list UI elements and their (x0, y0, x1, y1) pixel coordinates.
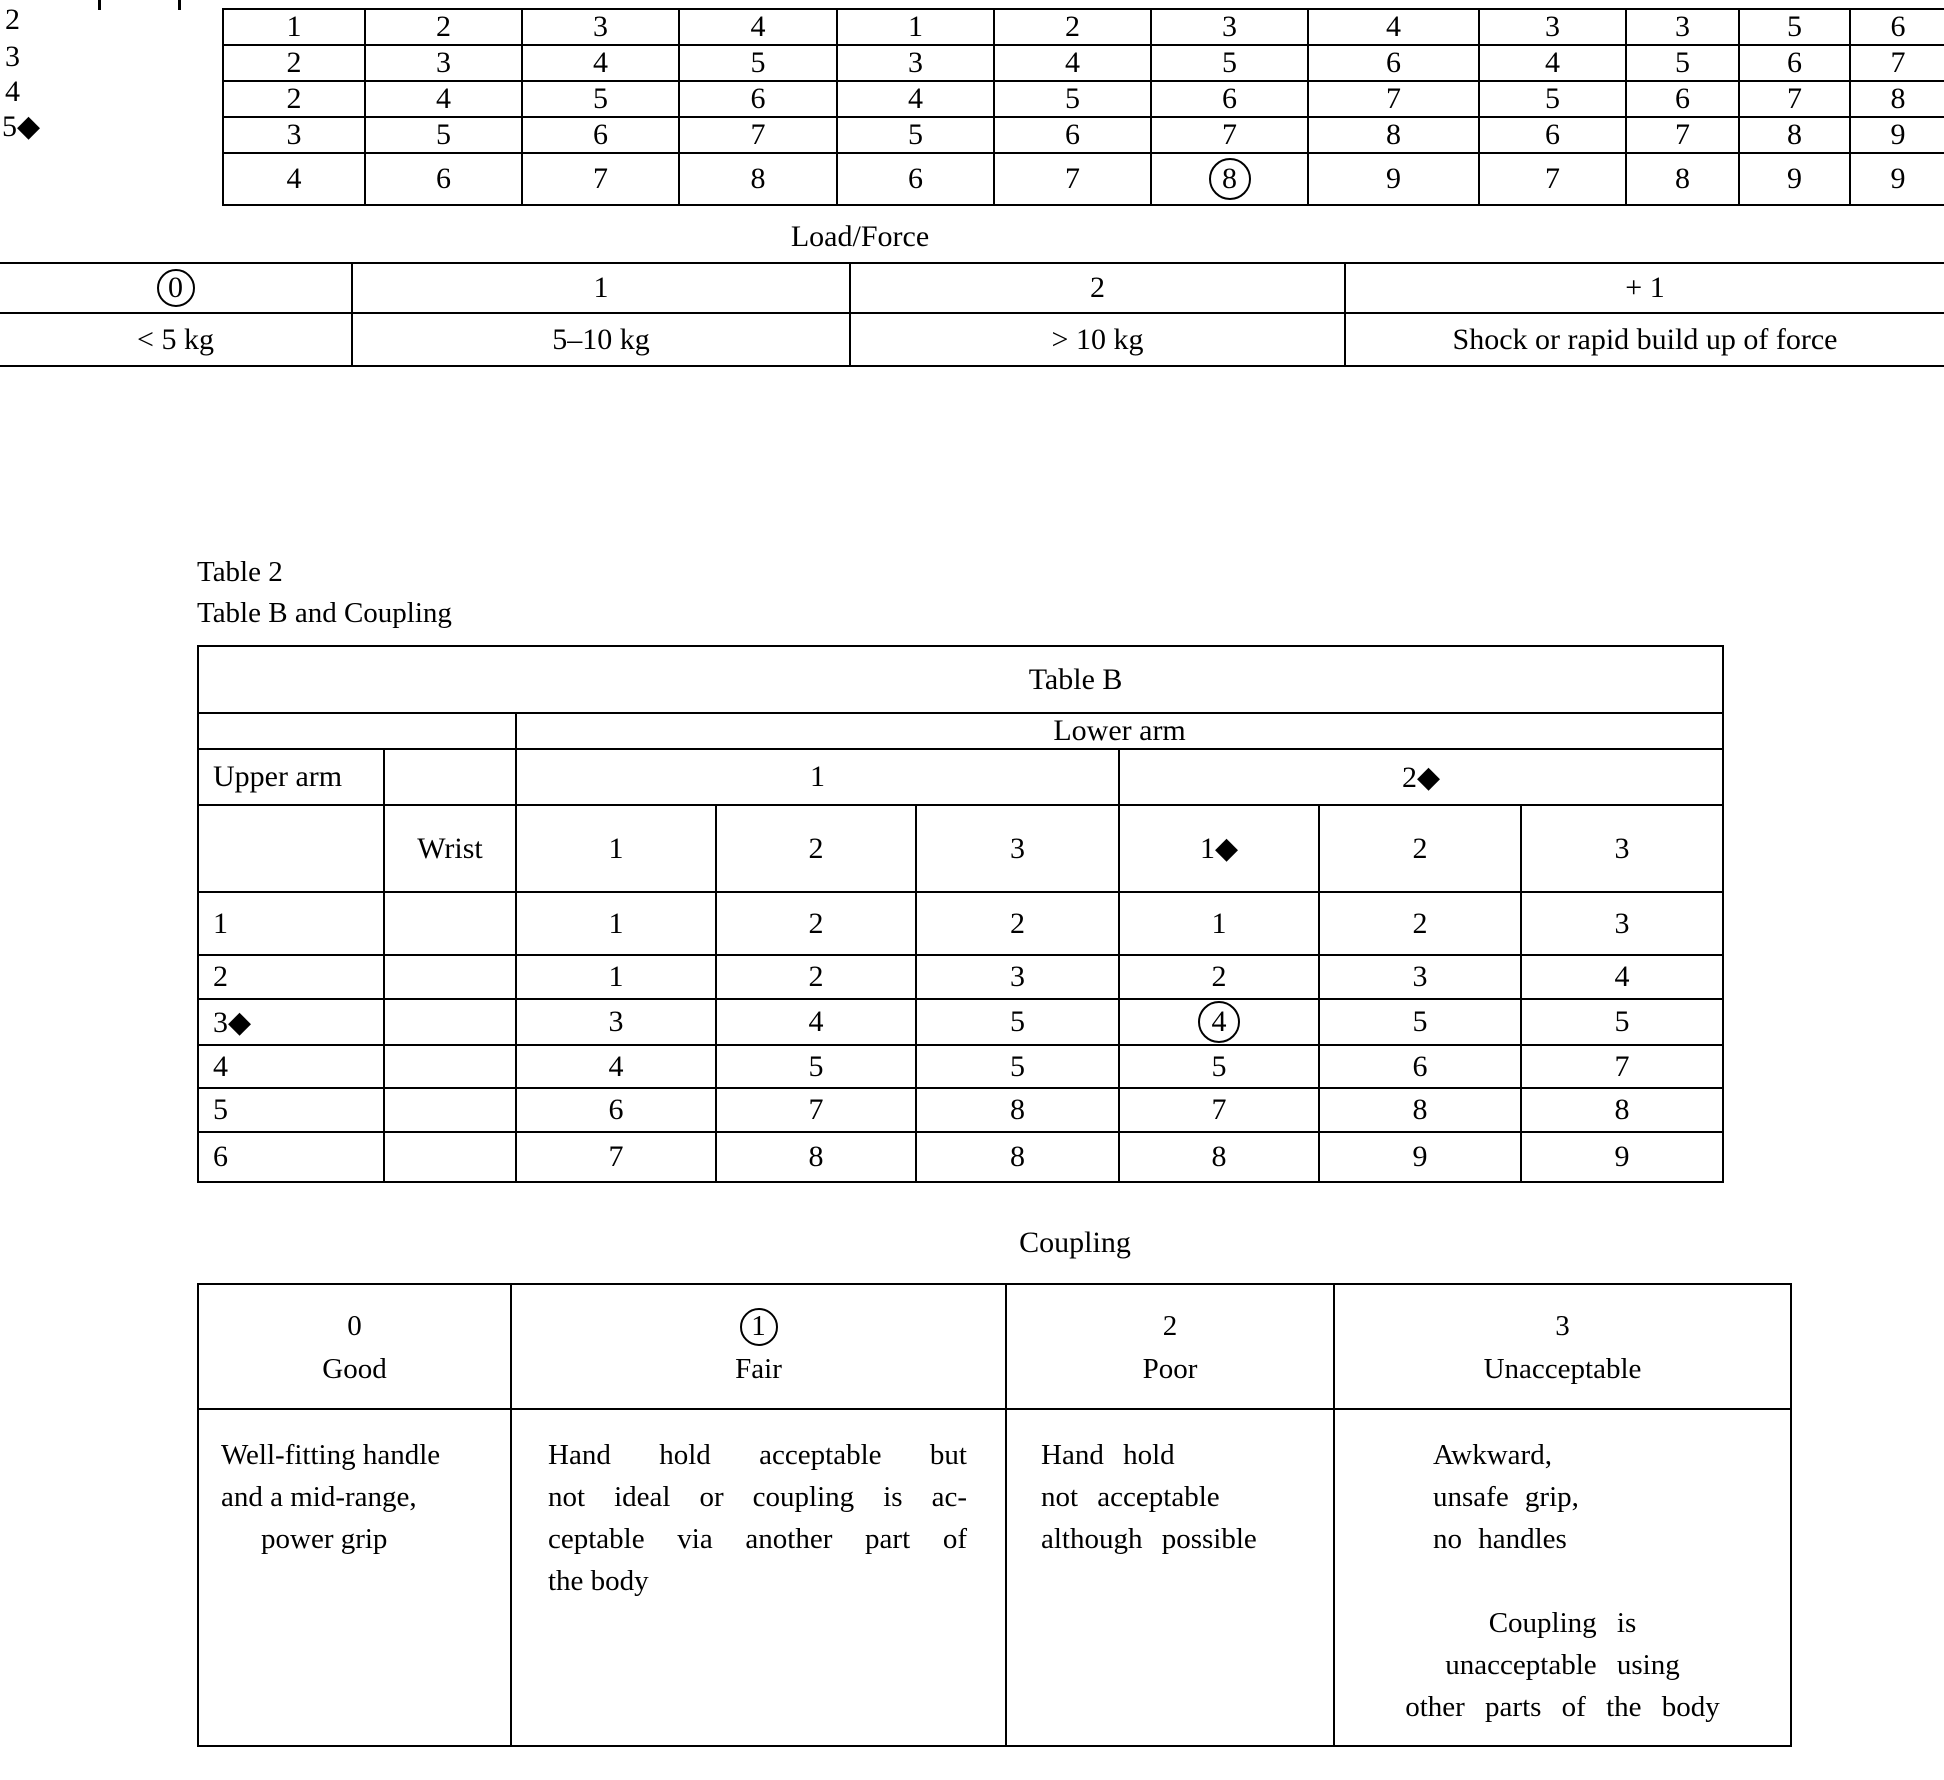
grid-value-cell: 9 (1850, 117, 1944, 153)
coupling-description-poor (1006, 1409, 1334, 1746)
grid-value-cell: 7 (716, 1088, 916, 1132)
cropped-border-fragment (178, 0, 181, 10)
grid-value-cell: 8 (716, 1132, 916, 1182)
grid-value-cell: 6 (1151, 81, 1308, 117)
grid-value-cell: 2 (365, 9, 522, 45)
grid-value-cell: 6 (1319, 1045, 1521, 1088)
grid-value-cell: 1 (516, 955, 716, 999)
empty-cell (198, 713, 516, 749)
grid-value-cell: 9 (1850, 153, 1944, 205)
text-line: not ideal or coupling is ac- (548, 1481, 967, 1513)
circled-value: 0 (157, 269, 195, 307)
wrist-col-cell: 2 (1319, 805, 1521, 892)
grid-value-cell: 6 (679, 81, 837, 117)
grid-value-cell: 5 (1739, 9, 1850, 45)
load-force-value-cell: Shock or rapid build up of force (1345, 313, 1944, 366)
grid-value-cell: 2 (1319, 892, 1521, 955)
text-line: Awkward, (1433, 1439, 1552, 1471)
text-line: unsafe grip, (1433, 1481, 1579, 1513)
grid-value-cell: 5 (837, 117, 994, 153)
coupling-header-fair (511, 1284, 1006, 1409)
grid-value-cell: 3 (223, 117, 365, 153)
wrist-col-cell: 1◆ (1119, 805, 1319, 892)
coupling-title: Coupling (1019, 1226, 1131, 1259)
table-b-title-cell: Table B (198, 646, 1723, 713)
grid-value-cell: 1 (223, 9, 365, 45)
grid-value-cell: 5 (1151, 45, 1308, 81)
circled-value: 1 (740, 1308, 778, 1346)
grid-value-cell: 6 (522, 117, 679, 153)
text-line: other parts of the body (1405, 1691, 1720, 1723)
grid-value-cell: 6 (994, 117, 1151, 153)
empty-cell (384, 1088, 516, 1132)
grid-value-cell: 2 (916, 892, 1119, 955)
text-line: the body (548, 1565, 649, 1597)
grid-value-cell: 7 (1119, 1088, 1319, 1132)
grid-value-cell: 8 (1119, 1132, 1319, 1182)
grid-value-cell: 6 (365, 153, 522, 205)
text-line: Well-fitting handle (221, 1439, 441, 1471)
grid-value-cell: 7 (1151, 117, 1308, 153)
grid-value-cell: 3 (522, 9, 679, 45)
grid-value-cell: 3 (365, 45, 522, 81)
coupling-score-label: Good (322, 1353, 387, 1385)
grid-value-cell: 8 (1319, 1088, 1521, 1132)
load-force-header-cell (0, 263, 352, 313)
grid-value-cell: 5 (522, 81, 679, 117)
empty-cell (384, 892, 516, 955)
grid-value-cell: 4 (365, 81, 522, 117)
grid-value-cell: 8 (916, 1132, 1119, 1182)
load-force-value-cell: > 10 kg (850, 313, 1345, 366)
grid-value-cell: 4 (516, 1045, 716, 1088)
upper-arm-row-label: 2 (198, 955, 384, 999)
grid-value-cell: 7 (522, 153, 679, 205)
coupling-description-fair (511, 1409, 1006, 1746)
grid-value-cell: 5 (679, 45, 837, 81)
empty-cell (384, 749, 516, 805)
grid-value-cell: 3 (1521, 892, 1723, 955)
coupling-score-label: Poor (1142, 1353, 1198, 1385)
table-a-row-label: 2 (5, 3, 20, 36)
table-a-grid (222, 8, 1944, 206)
grid-value-cell: 1 (837, 9, 994, 45)
empty-cell (384, 1045, 516, 1088)
upper-arm-row-label: 5 (198, 1088, 384, 1132)
coupling-table (197, 1283, 1792, 1747)
grid-value-cell: 4 (1308, 9, 1479, 45)
text-line: ceptable via another part of (548, 1523, 967, 1555)
grid-value-cell: 9 (1739, 153, 1850, 205)
grid-value-cell: 5 (1119, 1045, 1319, 1088)
upper-arm-row-label: 1 (198, 892, 384, 955)
grid-value-cell: 3 (837, 45, 994, 81)
circled-value: 4 (1198, 1001, 1240, 1043)
grid-value-cell: 5 (916, 1045, 1119, 1088)
coupling-score: 2 (1162, 1310, 1178, 1342)
grid-value-cell: 7 (516, 1132, 716, 1182)
grid-value-cell: 9 (1308, 153, 1479, 205)
coupling-description-unacceptable (1334, 1409, 1791, 1746)
table-b (197, 645, 1724, 1183)
load-force-table (0, 262, 1944, 367)
load-force-header-cell: 1 (352, 263, 850, 313)
table-a-row-label: 3 (5, 40, 20, 73)
grid-value-cell: 9 (1521, 1132, 1723, 1182)
grid-value-cell: 2 (223, 45, 365, 81)
grid-value-cell: 5 (916, 999, 1119, 1045)
grid-value-cell: 5 (1626, 45, 1739, 81)
grid-value-cell: 4 (716, 999, 916, 1045)
grid-value-cell: 8 (679, 153, 837, 205)
table2-caption-title: Table B and Coupling (197, 597, 452, 629)
coupling-score-label: Fair (735, 1353, 782, 1385)
grid-value-cell: 2 (1119, 955, 1319, 999)
grid-value-cell: 3 (1319, 955, 1521, 999)
empty-cell (384, 999, 516, 1045)
upper-arm-header-cell: Upper arm (198, 749, 384, 805)
grid-value-cell: 7 (1739, 81, 1850, 117)
table-a-row-label: 4 (5, 75, 20, 108)
grid-value-cell: 5 (365, 117, 522, 153)
coupling-score: 3 (1555, 1310, 1570, 1342)
text-line: power grip (261, 1523, 388, 1555)
cropped-border-fragment (98, 0, 101, 10)
wrist-col-cell: 3 (1521, 805, 1723, 892)
grid-value-cell: 7 (1521, 1045, 1723, 1088)
grid-value-cell: 6 (1739, 45, 1850, 81)
empty-cell (384, 955, 516, 999)
grid-value-cell: 8 (1850, 81, 1944, 117)
grid-value-cell: 5 (1479, 81, 1626, 117)
text-line: Coupling is (1488, 1607, 1637, 1639)
empty-cell (384, 1132, 516, 1182)
grid-value-cell: 4 (1479, 45, 1626, 81)
text-line (1335, 1560, 1790, 1602)
load-force-title: Load/Force (790, 220, 930, 253)
load-force-header-cell: 2 (850, 263, 1345, 313)
upper-arm-row-label: 6 (198, 1132, 384, 1182)
coupling-header-poor (1006, 1284, 1334, 1409)
upper-arm-row-label: 4 (198, 1045, 384, 1088)
grid-value-cell: 6 (516, 1088, 716, 1132)
load-force-value-cell: 5–10 kg (352, 313, 850, 366)
grid-value-cell: 7 (1850, 45, 1944, 81)
lower-arm-group-cell: 1 (516, 749, 1119, 805)
grid-value-cell: 6 (1479, 117, 1626, 153)
grid-value-cell: 2 (223, 81, 365, 117)
grid-value-cell: 5 (716, 1045, 916, 1088)
grid-value-cell: 8 (1626, 153, 1739, 205)
wrist-col-cell: 2 (716, 805, 916, 892)
coupling-score-label: Unacceptable (1483, 1353, 1642, 1385)
grid-value-cell: 8 (1521, 1088, 1723, 1132)
coupling-header-good (198, 1284, 511, 1409)
grid-value-cell: 1 (1119, 892, 1319, 955)
grid-value-cell (1151, 153, 1308, 205)
text-line: not acceptable (1041, 1481, 1220, 1513)
wrist-col-cell: 3 (916, 805, 1119, 892)
grid-value-cell: 3 (516, 999, 716, 1045)
grid-value-cell: 8 (916, 1088, 1119, 1132)
coupling-score: 0 (347, 1310, 362, 1342)
text-line: no handles (1433, 1523, 1567, 1555)
grid-value-cell: 4 (1521, 955, 1723, 999)
text-line: although possible (1041, 1523, 1257, 1555)
table2-caption-number: Table 2 (197, 556, 283, 588)
grid-value-cell: 8 (1739, 117, 1850, 153)
grid-value-cell: 4 (679, 9, 837, 45)
grid-value-cell: 6 (837, 153, 994, 205)
grid-value-cell: 4 (522, 45, 679, 81)
grid-value-cell: 2 (994, 9, 1151, 45)
grid-value-cell: 7 (1626, 117, 1739, 153)
load-force-value-cell: < 5 kg (0, 313, 352, 366)
wrist-col-cell: 1 (516, 805, 716, 892)
grid-value-cell: 5 (1521, 999, 1723, 1045)
grid-value-cell: 8 (1308, 117, 1479, 153)
grid-value-cell: 3 (1479, 9, 1626, 45)
grid-value-cell: 3 (916, 955, 1119, 999)
grid-value-cell: 6 (1850, 9, 1944, 45)
upper-arm-row-label: 3◆ (198, 999, 384, 1045)
grid-value-cell: 7 (679, 117, 837, 153)
circled-value: 8 (1209, 158, 1251, 200)
load-force-header-cell: + 1 (1345, 263, 1944, 313)
coupling-score (512, 1305, 1005, 1348)
grid-value-cell: 9 (1319, 1132, 1521, 1182)
coupling-description-good (198, 1409, 511, 1746)
coupling-header-unacceptable (1334, 1284, 1791, 1409)
grid-value-cell: 1 (516, 892, 716, 955)
grid-value-cell: 6 (1308, 45, 1479, 81)
text-line: and a mid-range, (221, 1481, 417, 1513)
grid-value-cell: 6 (1626, 81, 1739, 117)
text-line: unacceptable using (1445, 1649, 1680, 1681)
grid-value-cell: 7 (1308, 81, 1479, 117)
grid-value-cell: 5 (1319, 999, 1521, 1045)
grid-value-cell: 2 (716, 955, 916, 999)
grid-value-cell: 7 (1479, 153, 1626, 205)
grid-value-cell: 4 (223, 153, 365, 205)
grid-value-cell: 2 (716, 892, 916, 955)
grid-value-cell: 5 (994, 81, 1151, 117)
grid-value-cell: 7 (994, 153, 1151, 205)
grid-value-cell: 3 (1151, 9, 1308, 45)
text-line: Hand hold acceptable but (548, 1439, 967, 1471)
empty-cell (198, 805, 384, 892)
wrist-header-cell: Wrist (384, 805, 516, 892)
table-a-row-label: 5◆ (2, 110, 41, 143)
lower-arm-group-cell: 2◆ (1119, 749, 1723, 805)
grid-value-cell: 4 (837, 81, 994, 117)
text-line: Hand hold (1041, 1439, 1175, 1471)
grid-value-cell (1119, 999, 1319, 1045)
grid-value-cell: 3 (1626, 9, 1739, 45)
grid-value-cell: 4 (994, 45, 1151, 81)
lower-arm-header-cell: Lower arm (516, 713, 1723, 749)
